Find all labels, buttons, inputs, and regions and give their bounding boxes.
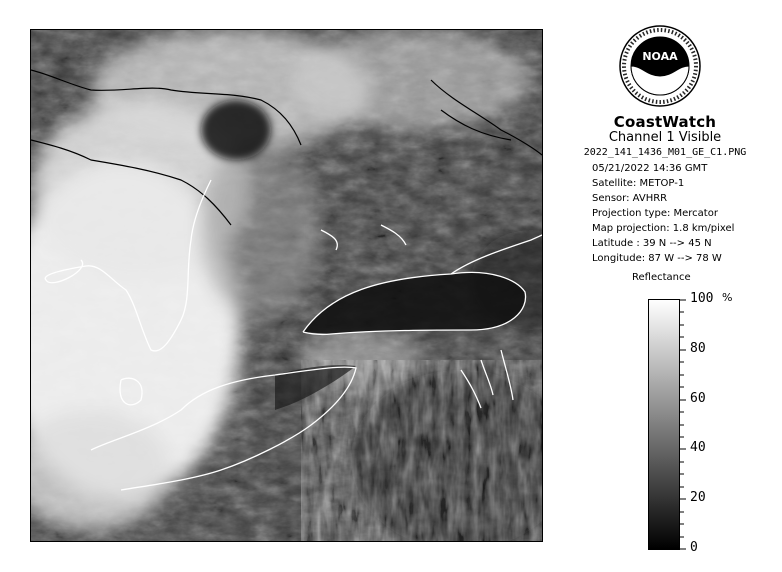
colorbar-tick-label: 100 [690, 291, 714, 306]
product-title: CoastWatch [613, 113, 717, 131]
legend-title: Reflectance [632, 272, 691, 283]
satellite-image-svg [31, 30, 542, 541]
longitude: Longitude: 87 W --> 78 W [592, 253, 722, 264]
svg-text:NOAA: NOAA [642, 50, 678, 63]
satellite-image [30, 29, 543, 542]
map-projection: Map projection: 1.8 km/pixel [592, 223, 735, 234]
satellite: Satellite: METOP-1 [592, 178, 685, 189]
filename-label: 2022_141_1436_M01_GE_C1.PNG [583, 147, 747, 158]
streak-clouds [301, 360, 542, 541]
channel-label: Channel 1 Visible [608, 130, 722, 145]
date-time: 05/21/2022 14:36 GMT [592, 163, 708, 174]
colorbar-ticks [680, 299, 740, 550]
colorbar-tick-label: 0 [690, 540, 698, 555]
latitude: Latitude : 39 N --> 45 N [592, 238, 712, 249]
sensor: Sensor: AVHRR [592, 193, 668, 204]
colorbar-tick-label: 20 [690, 490, 706, 506]
projection-type: Projection type: Mercator [592, 208, 718, 219]
colorbar-tick-label: 60 [690, 390, 706, 406]
colorbar-tick-label: 40 [690, 440, 706, 456]
colorbar-tick-label: 80 [690, 340, 706, 356]
noaa-logo-icon [618, 24, 702, 108]
reflectance-colorbar [648, 299, 680, 550]
noaa-logo [618, 24, 702, 108]
legend-unit: % [722, 291, 733, 304]
